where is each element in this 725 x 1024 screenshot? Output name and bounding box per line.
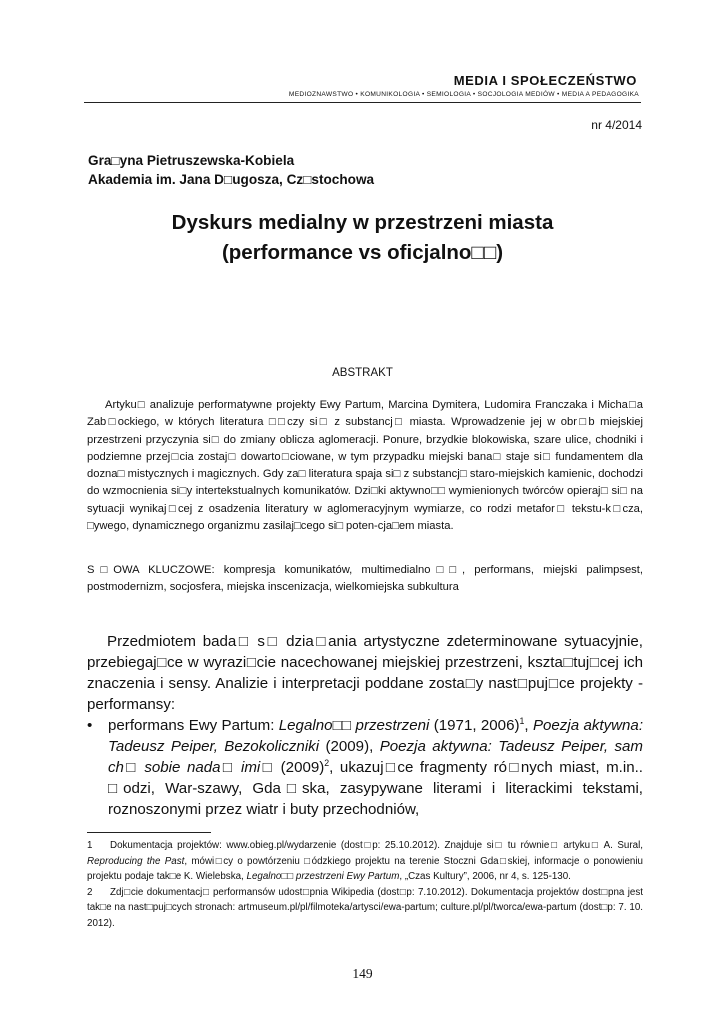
author-affiliation: Akademia im. Jana D□ugosza, Cz□stochowa (88, 172, 375, 187)
work-title: Legalno□□ przestrzeni (278, 717, 430, 734)
footnote-cited-title: Reproducing the Past (87, 855, 185, 867)
work-years: (2009) (274, 758, 325, 776)
article-title-line-1: Dyskurs medialny w przestrzeni miasta (171, 211, 554, 234)
footnote-ref[interactable]: 1 (519, 715, 525, 726)
footnote-divider (87, 832, 211, 833)
project-list (87, 716, 643, 821)
journal-subtitle: MEDIOZNAWSTWO • KOMUNIKOLOGIA • SEMIOLOGIA • SOCJOLOGIA MEDIÓW • MEDIA A PEDAGOGIKA (288, 91, 639, 98)
separator: , (524, 717, 533, 734)
footnote-text: Zdj□cie dokumentacj□ performansów udost□pnia Wikipedia (dost□p: 7.10.2012). Dokumentacja projektów dost□pna jest tak□e na nast□puj□cych stronach: artmuseum.pl/pl/filmoteka/artysci/ewa-partum; culture.pl/pl/tworca/ewa-partum (dost□p: 7. 10. 2012). (87, 886, 643, 929)
list-item-tail: , ukazuj□ce fragmenty ró□nych miast, m.in.. □odzi, War-szawy, Gda□ska, zasypywane literami i literackimi tekstami, roznoszonymi przez wiatr i buty przechodniów, (108, 758, 643, 818)
work-years: (2009), (319, 737, 380, 755)
work-title: Poezja aktywna: Tadeusz Peiper, Bezokoliczniki (108, 717, 644, 755)
footnote-number: 2 (87, 886, 93, 898)
footnotes (87, 838, 643, 931)
footnote (87, 885, 643, 932)
author-block (88, 151, 374, 189)
bullet-icon: • (87, 717, 93, 734)
abstract-text: Artyku□ analizuje performatywne projekty Ewy Partum, Marcina Dymitera, Ludomira Franczaka i Micha□a Zab□ockiego, w których literatura □□czy si□ z substancj□ miasta. Wprowadzenie jej w obr□b miejskiej przestrzeni przyczynia si□ do zmiany oblicza aglomeracji. Ponure, brzydkie blokowiska, szare ulice, chodniki i podziemne przej□cia zostaj□ dowarto□ciowane, w tym przypadku miejski bana□ staje si□ fundamentem dla dozna□ mistycznych i magicznych. Gdy za□ literatura spaja si□ z substancj□ staro-miejskich kamienic, dochodzi do wzmocnienia si□y intertekstualnych komunikatów. Dzi□ki aktywno□□ wymienionych twórców opieraj□ si□ na sytuacji wynikaj□cej z osadzenia literatury w aglomeracyjnym wymiarze, co rodzi metafor□ tekstu-k□cza, □ywego, dynamicznego organizmu zasilaj□cego si□ poten-cja□em miasta. (87, 399, 643, 533)
footnote-cited-title: Legalno□□ przestrzeni Ewy Partum (246, 871, 400, 882)
header-divider (84, 102, 641, 103)
footnote-text: Dokumentacja projektów: www.obieg.pl/wydarzenie (dost□p: 25.10.2012). Znajduje si□ tu równie□ artyku□ A. Sural, (110, 840, 643, 851)
list-item-lead: performans Ewy Partum: (108, 717, 279, 734)
article-title-line-2: (performance vs oficjalno□□) (221, 241, 504, 264)
footnote (87, 838, 643, 885)
footnote-ref[interactable]: 2 (324, 757, 330, 768)
list-item (87, 716, 643, 821)
keywords-text: kompresja komunikatów, multimedialno□□, performans, miejski palimpsest, postmodernizm, socjosfera, miejska inscenizacja, wielkomiejska subkultura (87, 564, 643, 594)
intro-paragraph: Przedmiotem bada□ s□ dzia□ania artystyczne zdeterminowane sytuacyjnie, przebiegaj□ce w wyrazi□cie nacechowanej miejskiej przestrzeni, kszta□tuj□cej ich znaczenia i sensy. Analizie i interpretacji poddane zosta□y nast□puj□ce projekty - performansy: (87, 633, 643, 713)
keywords (87, 562, 643, 597)
footnote-number: 1 (87, 840, 93, 851)
work-years: (1971, 2006) (429, 717, 520, 734)
issue-number: nr 4/2014 (591, 118, 642, 132)
footnote-text: , „Czas Kultury”, 2006, nr 4, s. 125-130. (399, 871, 571, 882)
author-name: Gra□yna Pietruszewska-Kobiela (88, 153, 295, 168)
article-title (84, 208, 641, 268)
page-number: 149 (352, 966, 373, 981)
footnote-text: , mówi□cy o powtórzeniu □ódzkiego projektu na terenie Stoczni Gda□skiej, informacje o ponowieniu projektu podaje tak□e K. Wielebska, (87, 855, 643, 882)
abstract-heading: ABSTRAKT (332, 367, 393, 379)
journal-title: MEDIA I SPOŁECZEŃSTWO (453, 73, 637, 88)
keywords-label: S□OWA KLUCZOWE: (87, 564, 215, 576)
work-title: Poezja aktywna: Tadeusz Peiper, sam ch□ sobie nada□ imi□ (108, 737, 643, 776)
